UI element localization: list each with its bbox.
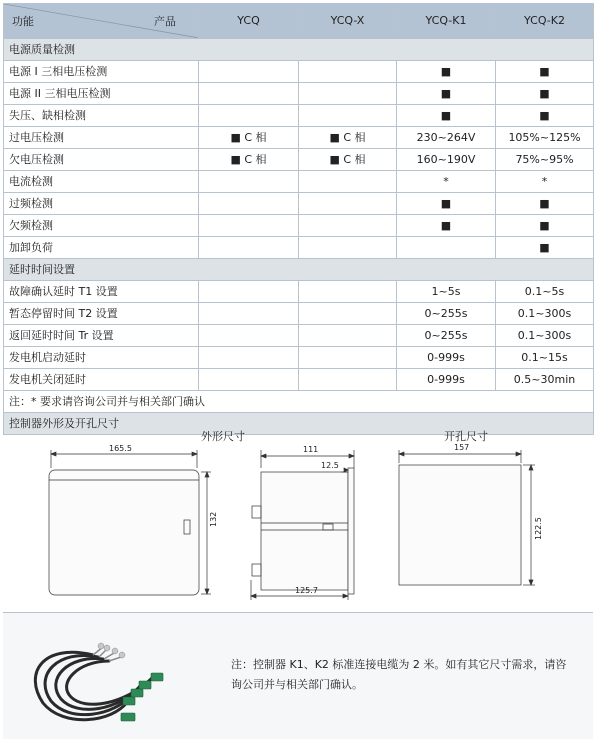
column-header: YCQ-K2 (496, 4, 594, 39)
table-cell: ■ (397, 83, 496, 105)
row-label: 电源 II 三相电压检测 (4, 83, 199, 105)
column-header: YCQ (199, 4, 299, 39)
table-cell (199, 193, 299, 215)
table-row (4, 105, 594, 127)
table-cell (199, 281, 299, 303)
table-row (4, 281, 594, 303)
table-cell: * (496, 171, 594, 193)
side-body-label: 125.7 (295, 586, 318, 595)
table-cell: 0~255s (397, 325, 496, 347)
table-cell: ■ C 相 (199, 149, 299, 171)
section-title: 延时时间设置 (4, 259, 594, 281)
table-row (4, 325, 594, 347)
table-cell (199, 347, 299, 369)
table-cell: ■ (397, 105, 496, 127)
table-cell: 0-999s (397, 347, 496, 369)
table-cell (397, 237, 496, 259)
front-height-label: 132 (209, 511, 218, 527)
table-cell (299, 61, 397, 83)
table-cell (199, 105, 299, 127)
table-cell (199, 171, 299, 193)
table-cell: ■ C 相 (299, 149, 397, 171)
section-row (4, 39, 594, 61)
table-cell: 75%~95% (496, 149, 594, 171)
row-label: 返回延时时间 Tr 设置 (4, 325, 199, 347)
table-cell (199, 237, 299, 259)
table-cell: 0~255s (397, 303, 496, 325)
table-cell: 1~5s (397, 281, 496, 303)
cutout-width-label: 157 (454, 443, 470, 452)
cable-image (3, 613, 203, 739)
cutout-caption: 开孔尺寸 (444, 430, 488, 443)
table-cell (199, 325, 299, 347)
column-header: YCQ-K1 (397, 4, 496, 39)
table-cell: 0.1~300s (496, 325, 594, 347)
table-row (4, 369, 594, 391)
table-cell: ■ (496, 237, 594, 259)
cable-note: 注：控制器 K1、K2 标准连接电缆为 2 米。如有其它尺寸需求，请咨询公司并与相关部门确认。 (231, 658, 567, 691)
table-cell: ■ (496, 83, 594, 105)
table-cell (299, 105, 397, 127)
table-cell: ■ C 相 (299, 127, 397, 149)
table-cell (199, 369, 299, 391)
side-depth-label: 111 (303, 445, 319, 454)
table-cell: ■ (397, 215, 496, 237)
spec-table (3, 3, 594, 435)
table-row (4, 303, 594, 325)
table-row (4, 171, 594, 193)
table-cell: ■ (397, 61, 496, 83)
table-cell: 0.1~5s (496, 281, 594, 303)
dimension-section-title: 控制器外形及开孔尺寸 (4, 413, 594, 435)
row-label: 电源 I 三相电压检测 (4, 61, 199, 83)
row-label: 过频检测 (4, 193, 199, 215)
table-row (4, 127, 594, 149)
table-cell: 0.1~300s (496, 303, 594, 325)
row-label: 暂态停留时间 T2 设置 (4, 303, 199, 325)
table-cell (199, 215, 299, 237)
row-label: 加卸负荷 (4, 237, 199, 259)
table-cell: ■ (496, 193, 594, 215)
row-label: 过电压检测 (4, 127, 199, 149)
table-row (4, 347, 594, 369)
table-row (4, 83, 594, 105)
table-row (4, 149, 594, 171)
row-label: 失压、缺相检测 (4, 105, 199, 127)
table-cell (199, 303, 299, 325)
front-view-drawing (49, 450, 211, 595)
table-cell (299, 215, 397, 237)
cutout-view-drawing (399, 450, 535, 585)
front-width-label: 165.5 (109, 444, 132, 453)
table-cell (299, 369, 397, 391)
table-cell: 230~264V (397, 127, 496, 149)
function-label: 功能 (12, 15, 34, 28)
table-cell (299, 303, 397, 325)
side-flange-label: 12.5 (321, 461, 339, 470)
row-label: 发电机关闭延时 (4, 369, 199, 391)
table-cell (299, 237, 397, 259)
cutout-height-label: 122.5 (534, 517, 543, 540)
table-header-row (4, 4, 594, 39)
table-row (4, 215, 594, 237)
product-label: 产品 (154, 15, 176, 28)
row-label: 故障确认延时 T1 设置 (4, 281, 199, 303)
row-label: 欠频检测 (4, 215, 199, 237)
table-cell: 160~190V (397, 149, 496, 171)
cable-section (3, 612, 593, 739)
table-cell (199, 61, 299, 83)
table-cell: 105%~125% (496, 127, 594, 149)
side-view-drawing (251, 450, 354, 600)
table-row (4, 61, 594, 83)
footnote-row (4, 391, 594, 413)
table-cell: 0.1~15s (496, 347, 594, 369)
table-cell: 0-999s (397, 369, 496, 391)
row-label: 电流检测 (4, 171, 199, 193)
table-cell: ■ (496, 215, 594, 237)
table-cell (299, 347, 397, 369)
section-row (4, 259, 594, 281)
row-label: 欠电压检测 (4, 149, 199, 171)
table-cell (299, 325, 397, 347)
table-cell (299, 171, 397, 193)
table-cell (199, 83, 299, 105)
outline-caption: 外形尺寸 (201, 430, 245, 443)
table-cell: 0.5~30min (496, 369, 594, 391)
table-cell (299, 281, 397, 303)
table-cell: ■ (397, 193, 496, 215)
section-title: 电源质量检测 (4, 39, 594, 61)
table-cell (299, 83, 397, 105)
header-diagonal-cell (4, 4, 199, 39)
column-header: YCQ-X (299, 4, 397, 39)
dimension-section (3, 420, 593, 612)
table-cell: * (397, 171, 496, 193)
table-cell (299, 193, 397, 215)
table-cell: ■ (496, 105, 594, 127)
table-cell: ■ C 相 (199, 127, 299, 149)
dimension-drawings (3, 420, 593, 612)
footnote: 注：* 要求请咨询公司并与相关部门确认 (4, 391, 594, 413)
table-cell: ■ (496, 61, 594, 83)
table-row (4, 193, 594, 215)
row-label: 发电机启动延时 (4, 347, 199, 369)
table-row (4, 237, 594, 259)
